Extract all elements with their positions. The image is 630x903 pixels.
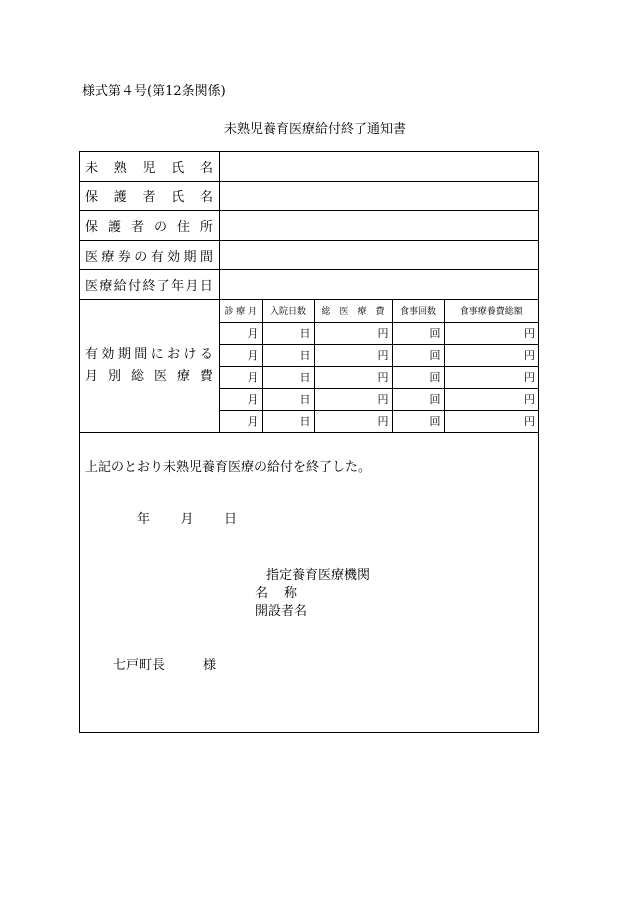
field-label-char: 児 — [142, 160, 156, 176]
field-label-char: 保 — [85, 190, 99, 206]
monthly-label-char: お — [167, 347, 181, 362]
field-label — [80, 270, 220, 299]
monthly-label-char: 効 — [101, 347, 115, 362]
unit-cell[interactable]: 日 — [262, 322, 314, 344]
monthly-label-line — [85, 344, 213, 366]
column-header: 食事回数 — [392, 300, 444, 322]
field-value[interactable] — [220, 182, 538, 211]
field-label-char: 月 — [185, 279, 199, 295]
field-label-char: 住 — [176, 219, 190, 235]
institution-title: 指定養育医療機関 — [266, 568, 371, 583]
field-label-char: 氏 — [171, 160, 185, 176]
field-label-char: 年 — [171, 279, 185, 295]
field-row — [80, 182, 538, 212]
table-row — [220, 366, 538, 388]
field-label-char: 保 — [85, 219, 99, 235]
date-month: 月 — [180, 512, 194, 527]
column-header: 入院日数 — [262, 300, 314, 322]
field-label-char: 給 — [113, 279, 127, 295]
unit-cell[interactable]: 日 — [262, 366, 314, 388]
unit-cell[interactable]: 円 — [314, 322, 392, 344]
unit-cell[interactable]: 日 — [262, 410, 314, 432]
form-number: 様式第４号(第12条関係) — [82, 84, 226, 99]
table-row — [220, 410, 538, 432]
unit-cell[interactable]: 月 — [220, 344, 262, 366]
monthly-costs-label — [80, 300, 220, 432]
monthly-label-char: 別 — [107, 369, 121, 384]
founder-label: 開設者名 — [255, 604, 308, 619]
institution-name-label — [255, 582, 297, 601]
field-label — [80, 152, 220, 181]
unit-cell[interactable]: 円 — [444, 344, 538, 366]
monthly-costs-section — [80, 300, 538, 433]
monthly-label-char: 療 — [176, 369, 190, 384]
unit-cell[interactable]: 回 — [392, 366, 444, 388]
field-label-char: 付 — [128, 279, 142, 295]
monthly-label-char: け — [183, 347, 197, 362]
field-row — [80, 270, 538, 300]
honorific: 様 — [203, 658, 217, 673]
unit-cell[interactable]: 円 — [314, 388, 392, 410]
unit-cell[interactable]: 円 — [444, 388, 538, 410]
field-label-char: 了 — [156, 279, 170, 295]
table-row — [220, 344, 538, 366]
unit-cell[interactable]: 回 — [392, 410, 444, 432]
table-row — [220, 388, 538, 410]
field-label — [80, 241, 220, 270]
field-label-char: 医 — [85, 279, 99, 295]
field-label-char: 名 — [199, 160, 213, 176]
field-label-char: 療 — [101, 249, 115, 265]
unit-cell[interactable]: 円 — [444, 322, 538, 344]
unit-cell[interactable]: 円 — [314, 366, 392, 388]
field-label-char: の — [153, 219, 167, 235]
field-label-char: 終 — [142, 279, 156, 295]
field-label — [80, 182, 220, 211]
field-row — [80, 152, 538, 182]
monthly-label-char: 総 — [130, 369, 144, 384]
unit-cell[interactable]: 回 — [392, 388, 444, 410]
field-label-char: 名 — [199, 190, 213, 206]
field-label-char: 氏 — [171, 190, 185, 206]
date-year: 年 — [137, 512, 151, 527]
unit-cell[interactable]: 月 — [220, 388, 262, 410]
unit-cell[interactable]: 日 — [262, 388, 314, 410]
unit-cell[interactable]: 月 — [220, 410, 262, 432]
document-title: 未熟児養育医療給付終了通知書 — [223, 122, 406, 137]
field-label-char: 所 — [199, 219, 213, 235]
field-value[interactable] — [220, 241, 538, 270]
addressee — [113, 654, 216, 673]
monthly-label-line — [85, 366, 213, 388]
unit-cell[interactable]: 円 — [444, 410, 538, 432]
field-label-char: 医 — [85, 249, 99, 265]
field-label-char: 護 — [107, 219, 121, 235]
field-label-char: 者 — [130, 219, 144, 235]
field-label-char: 効 — [167, 249, 181, 265]
field-label-char: 有 — [150, 249, 164, 265]
name-label-char: 称 — [284, 586, 298, 601]
notice-form — [79, 151, 539, 733]
statement-text: 上記のとおり未熟児養育医療の給付を終了した。 — [85, 460, 372, 475]
column-header: 診 療 月 — [220, 300, 262, 322]
field-label-char: 券 — [117, 249, 131, 265]
unit-cell[interactable]: 円 — [314, 410, 392, 432]
monthly-label-char: 間 — [134, 347, 148, 362]
unit-cell[interactable]: 日 — [262, 344, 314, 366]
unit-cell[interactable]: 回 — [392, 322, 444, 344]
monthly-label-char: 医 — [153, 369, 167, 384]
unit-cell[interactable]: 回 — [392, 344, 444, 366]
monthly-label-char: 有 — [85, 347, 99, 362]
field-label-char: 護 — [113, 190, 127, 206]
field-label-char: 未 — [85, 160, 99, 176]
field-label-char: 療 — [99, 279, 113, 295]
field-label-char: 熟 — [113, 160, 127, 176]
column-header: 総 医 療 費 — [314, 300, 392, 322]
monthly-label-char: に — [150, 347, 164, 362]
monthly-label-char: 月 — [85, 369, 99, 384]
monthly-label-char: る — [199, 347, 213, 362]
column-header: 食事療養費総額 — [444, 300, 538, 322]
date-line — [137, 508, 237, 527]
name-label-char: 名 — [255, 586, 269, 601]
monthly-costs-table — [220, 300, 538, 432]
field-label-char: 期 — [183, 249, 197, 265]
unit-cell[interactable]: 円 — [444, 366, 538, 388]
date-day: 日 — [223, 512, 237, 527]
monthly-label-char: 費 — [199, 369, 213, 384]
table-row — [220, 322, 538, 344]
field-label-char: の — [134, 249, 148, 265]
unit-cell[interactable]: 円 — [314, 344, 392, 366]
declaration-section — [80, 433, 538, 732]
field-label-char: 間 — [199, 249, 213, 265]
monthly-label-char: 期 — [117, 347, 131, 362]
field-row — [80, 211, 538, 241]
field-label-char: 者 — [142, 190, 156, 206]
field-row — [80, 241, 538, 271]
field-value[interactable] — [220, 270, 538, 299]
unit-cell[interactable]: 月 — [220, 322, 262, 344]
field-label — [80, 211, 220, 240]
field-value[interactable] — [220, 211, 538, 240]
addressee-name: 七戸町長 — [113, 658, 166, 673]
unit-cell[interactable]: 月 — [220, 366, 262, 388]
field-value[interactable] — [220, 152, 538, 181]
field-label-char: 日 — [199, 279, 213, 295]
